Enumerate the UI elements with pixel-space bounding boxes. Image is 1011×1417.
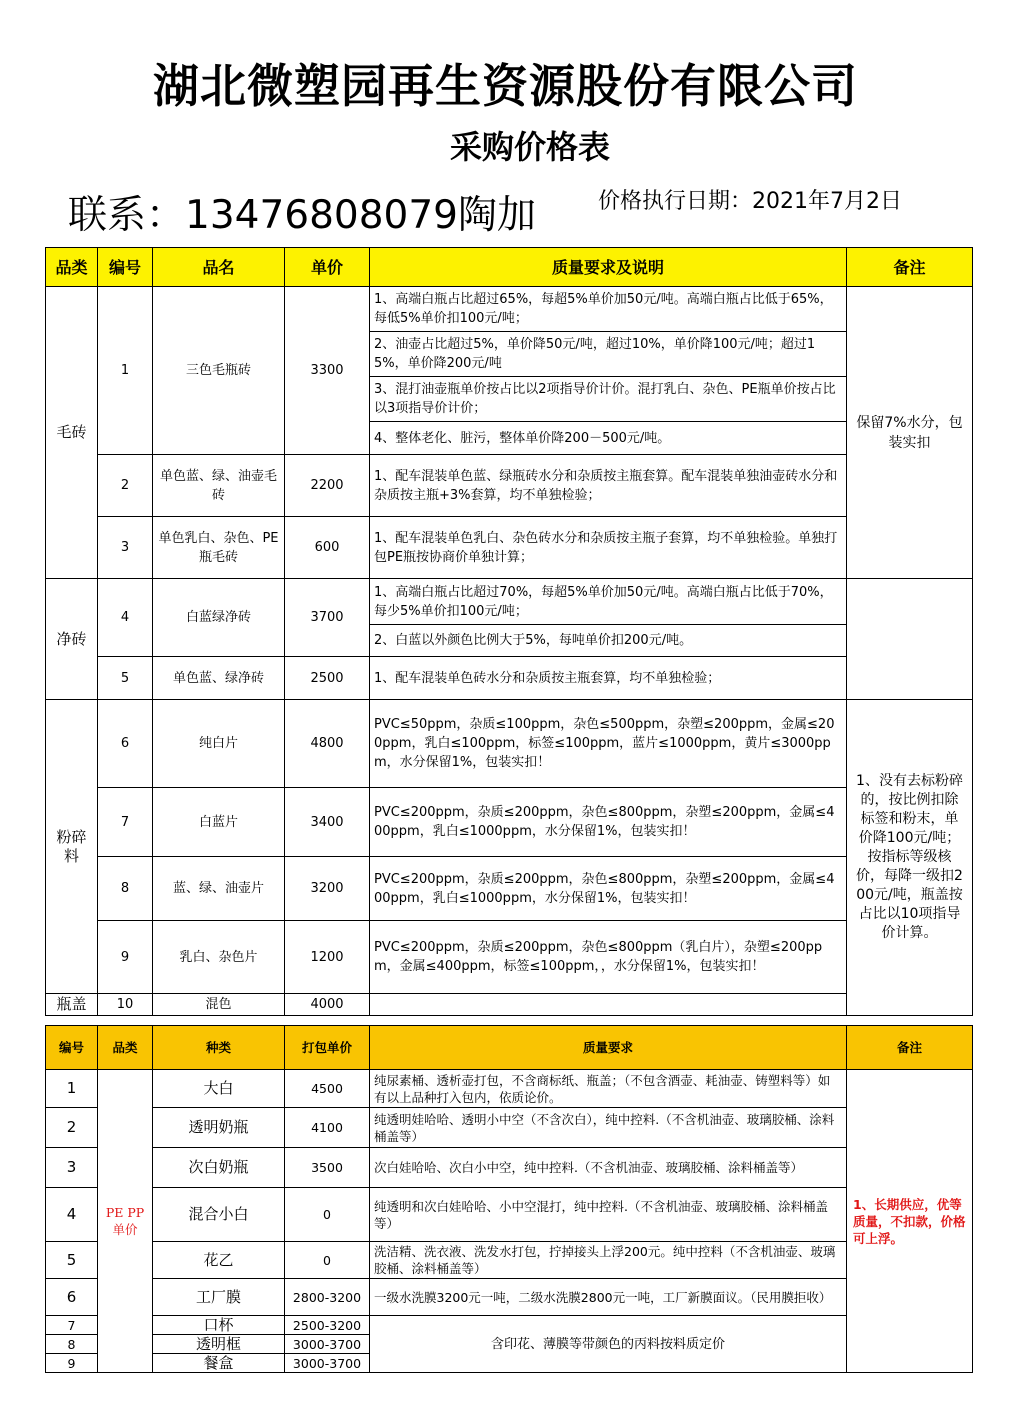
table-row [46,1148,973,1188]
row-kind: 透明奶瓶 [153,1108,285,1148]
table-header-row [46,1026,973,1070]
row-kind: 次白奶瓶 [153,1148,285,1188]
remark-fensui: 1、没有去标粉碎的，按比例扣除标签和粉末，单价降100元/吨；按指标等级核价，每降一级扣200元/吨，瓶盖按占比以10项指导价计算。 [847,700,973,1016]
table-row [46,1108,973,1148]
row-name: 单色乳白、杂色、PE瓶毛砖 [153,517,285,579]
row-number: 4 [46,1188,98,1242]
row-price: 3200 [285,857,370,921]
row-number: 10 [98,994,153,1016]
category-maozhuan: 毛砖 [46,287,98,579]
row-requirement: PVC≤200ppm，杂质≤200ppm，杂色≤800ppm，杂塑≤200ppm，金属≤400ppm，乳白≤1000ppm，水分保留1%，包装实扣！ [370,788,847,857]
row-price: 4500 [285,1070,370,1108]
table-row [46,1070,973,1108]
row-price: 2500 [285,657,370,700]
shared-requirement: 含印花、薄膜等带颜色的丙料按料质定价 [370,1316,847,1373]
table-row [46,788,973,857]
row-price: 3700 [285,579,370,657]
header-name: 品名 [153,248,285,287]
row-price: 4800 [285,700,370,788]
row-number: 3 [98,517,153,579]
table-row [46,579,973,625]
row-requirement: PVC≤50ppm，杂质≤100ppm，杂色≤500ppm，杂塑≤200ppm，金属≤200ppm，乳白≤100ppm，标签≤100ppm，蓝片≤1000ppm，黄片≤3000ppm，水分保留1%，包装实扣！ [370,700,847,788]
row-name: 单色蓝、绿净砖 [153,657,285,700]
row-requirement: 1、高端白瓶占比超过65%，每超5%单价加50元/吨。高端白瓶占比低于65%，每低5%单价扣100元/吨； [370,287,847,332]
row-requirement: PVC≤200ppm，杂质≤200ppm，杂色≤800ppm（乳白片），杂塑≤200ppm，金属≤400ppm，标签≤100ppm，，水分保留1%，包装实扣！ [370,921,847,994]
row-number: 9 [46,1354,98,1373]
row-price: 2200 [285,455,370,517]
header-category: 品类 [98,1026,153,1070]
row-price: 2500-3200 [285,1316,370,1335]
row-price: 3400 [285,788,370,857]
row-requirement: 2、白蓝以外颜色比例大于5%，每吨单价扣200元/吨。 [370,625,847,657]
row-requirement: 1、高端白瓶占比超过70%，每超5%单价加50元/吨。高端白瓶占比低于70%，每少5%单价扣100元/吨； [370,579,847,625]
row-requirement: 4、整体老化、脏污，整体单价降200－500元/吨。 [370,422,847,455]
header-remarks: 备注 [847,248,973,287]
header-category: 品类 [46,248,98,287]
row-requirement: 纯尿素桶、透析壶打包，不含商标纸、瓶盖；（不包含酒壶、耗油壶、铸塑料等）如有以上品种打入包内，依质论价。 [370,1070,847,1108]
row-kind: 工厂膜 [153,1279,285,1316]
row-name: 纯白片 [153,700,285,788]
table-header-row [46,248,973,287]
header-price: 单价 [285,248,370,287]
row-number: 1 [46,1070,98,1108]
row-number: 2 [46,1108,98,1148]
row-requirement: PVC≤200ppm，杂质≤200ppm，杂色≤800ppm，杂塑≤200ppm，金属≤400ppm，乳白≤1000ppm，水分保留1%，包装实扣！ [370,857,847,921]
row-number: 9 [98,921,153,994]
row-name: 三色毛瓶砖 [153,287,285,455]
row-name: 单色蓝、绿、油壶毛砖 [153,455,285,517]
row-price: 3500 [285,1148,370,1188]
table-row [46,1279,973,1316]
row-kind: 混合小白 [153,1188,285,1242]
row-price: 4100 [285,1108,370,1148]
row-price: 2800-3200 [285,1279,370,1316]
row-number: 6 [98,700,153,788]
row-number: 8 [98,857,153,921]
row-name: 白蓝绿净砖 [153,579,285,657]
row-kind: 大白 [153,1070,285,1108]
row-name: 蓝、绿、油壶片 [153,857,285,921]
table-row [46,1316,973,1335]
header-kind: 种类 [153,1026,285,1070]
category-pinggai: 瓶盖 [46,994,98,1016]
table-row [46,700,973,788]
row-number: 1 [98,287,153,455]
remark-maozhuan: 保留7%水分，包装实扣 [847,287,973,579]
category-pe-pp: PE PP 单价 [98,1070,153,1373]
price-table-pe-pp [45,1025,973,1373]
row-price: 3000-3700 [285,1335,370,1354]
row-price: 0 [285,1188,370,1242]
row-number: 2 [98,455,153,517]
table-row [46,921,973,994]
category-jingzhuan: 净砖 [46,579,98,700]
table-row [46,857,973,921]
row-number: 5 [46,1242,98,1279]
row-requirement: 次白娃哈哈、次白小中空，纯中控料.（不含机油壶、玻璃胶桶、涂料桶盖等） [370,1148,847,1188]
row-name: 乳白、杂色片 [153,921,285,994]
row-number: 3 [46,1148,98,1188]
row-kind: 口杯 [153,1316,285,1335]
row-requirement: 一级水洗膜3200元一吨，二级水洗膜2800元一吨，工厂新膜面议。（民用膜拒收） [370,1279,847,1316]
remark-pe-pp: 1、长期供应，优等质量，不扣款，价格可上浮。 [847,1070,973,1373]
row-requirement: 洗洁精、洗衣液、洗发水打包，拧掉接头上浮200元。纯中控料（不含机油壶、玻璃胶桶、涂料桶盖等） [370,1242,847,1279]
row-name: 混色 [153,994,285,1016]
row-price: 3300 [285,287,370,455]
row-name: 白蓝片 [153,788,285,857]
row-number: 7 [98,788,153,857]
row-requirement: 纯透明娃哈哈、透明小中空（不含次白），纯中控料.（不含机油壶、玻璃胶桶、涂料桶盖等） [370,1108,847,1148]
row-requirement: 纯透明和次白娃哈哈、小中空混打，纯中控料.（不含机油壶、玻璃胶桶、涂料桶盖等） [370,1188,847,1242]
header-requirements: 质量要求及说明 [370,248,847,287]
header-pack-price: 打包单价 [285,1026,370,1070]
row-price: 3000-3700 [285,1354,370,1373]
table-row [46,287,973,332]
row-number: 6 [46,1279,98,1316]
row-price: 1200 [285,921,370,994]
header-quality: 质量要求 [370,1026,847,1070]
contact-info: 联系：13476808079陶加 [68,193,536,238]
remark-blank [847,579,973,700]
row-price: 0 [285,1242,370,1279]
category-fensui: 粉碎料 [46,700,98,994]
row-requirement: 1、配车混装单色乳白、杂色砖水分和杂质按主瓶子套算，均不单独检验。单独打包PE瓶按协商价单独计算； [370,517,847,579]
row-requirement: 1、配车混装单色砖水分和杂质按主瓶套算，均不单独检验； [370,657,847,700]
table-row [46,455,973,517]
table-row [46,517,973,579]
row-number: 4 [98,579,153,657]
header-number: 编号 [98,248,153,287]
row-price: 600 [285,517,370,579]
row-price: 4000 [285,994,370,1016]
row-requirement [370,994,847,1016]
table-row [46,1242,973,1279]
table-row [46,994,973,1016]
row-requirement: 2、油壶占比超过5%，单价降50元/吨，超过10%，单价降100元/吨；超过15%，单价降200元/吨 [370,332,847,377]
effective-date: 价格执行日期：2021年7月2日 [598,189,902,214]
company-title: 湖北微塑园再生资源股份有限公司 [153,59,858,113]
price-table-bottles [45,247,973,1016]
row-number: 5 [98,657,153,700]
table-row [46,657,973,700]
header-number: 编号 [46,1026,98,1070]
row-requirement: 3、混打油壶瓶单价按占比以2项指导价计价。混打乳白、杂色、PE瓶单价按占比以3项指导价计价； [370,377,847,422]
table-row [46,1188,973,1242]
header-remarks: 备注 [847,1026,973,1070]
row-kind: 花乙 [153,1242,285,1279]
row-number: 8 [46,1335,98,1354]
row-number: 7 [46,1316,98,1335]
row-kind: 餐盒 [153,1354,285,1373]
row-kind: 透明框 [153,1335,285,1354]
row-requirement: 1、配车混装单色蓝、绿瓶砖水分和杂质按主瓶套算。配车混装单独油壶砖水分和杂质按主瓶+3%套算，均不单独检验； [370,455,847,517]
page-subtitle: 采购价格表 [449,128,610,166]
